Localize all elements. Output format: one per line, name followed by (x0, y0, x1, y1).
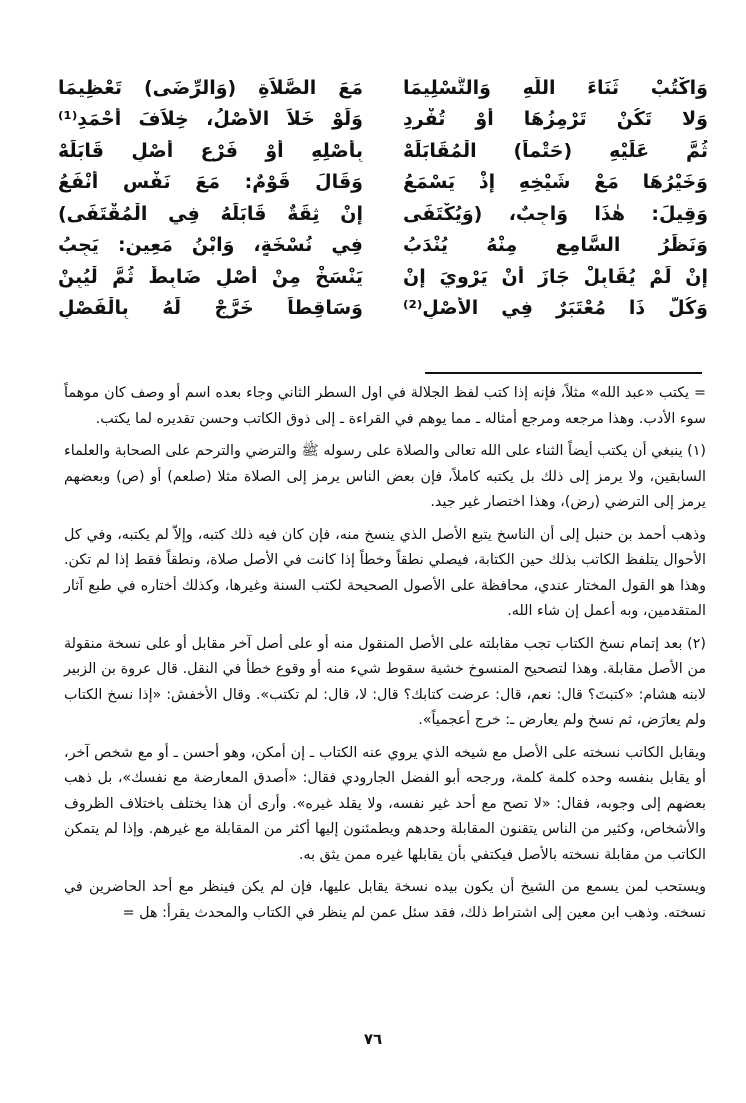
verse-first-hemistich: وَخَيْرُهَا مَعْ شَيْخِهِ إِذْ يَسْمَعُ (403, 171, 708, 194)
footnote-1: (١) ينبغي أن يكتب أيضاً الثناء على الله تعالى والصلاة على رسوله ﷺ والترضي والترحم على الصحابة والعلماء السابقين، ولا يرمز إلى ذلك بل يكتبه كاملاً، فإن بعض الناس يرمز إلى الصلاة مثلا (صلعم) أو (ص) وبعضهم يرمز إلى الترضي (رض)، وهذا اختصار غير جيد. (64, 443, 706, 510)
footnote-divider (425, 372, 702, 374)
verse-second-hemistich: فِي نُسْخَةٍ، وَابْنُ مَعِينٍ: يَجِبُ (58, 234, 363, 257)
footnote-continuation: = يكتب «عبد الله» مثلاً، فإنه إذا كتب لفظ الجلالة في اول السطر الثاني وجاء بعده اسم أو وصف كان موهماً سوء الأدب. وهذا مرجعه ومرجع أمثاله ـ مما يوهم في القراءة ـ إلى ذوق الكاتب وحسن تقديره لما يكتب. (64, 385, 706, 427)
verse-second-hemistich: وَلَوْ خَلاَ الأَصْلُ، خِلاَفَ أَحْمَدِ⁽¹⁾ (58, 108, 363, 131)
verse-first-hemistich: وَقِيلَ: هٰذَا وَاجِبٌ، (وَيُكْتَفَى (403, 202, 708, 225)
verse (58, 72, 708, 104)
verse (58, 135, 708, 167)
page-number: ٧٦ (363, 1030, 383, 1048)
verse-first-hemistich: ثُمَّ عَلَيْهِ (حَتْماً) الْمُقَابَلَهْ (403, 139, 708, 162)
verse (58, 198, 708, 230)
verse-second-hemistich: بِأَصْلِهِ أَوْ فَرْعِ أَصْلٍ قَابَلَهْ (58, 139, 363, 162)
verse (58, 261, 708, 293)
verse (58, 104, 708, 136)
verse-second-hemistich: إِنْ ثِقَةٌ قَابَلَهُ فِي الْمُقْتَفَى) (58, 202, 363, 225)
footnote-paragraph: ويستحب لمن يسمع من الشيخ أن يكون بيده نسخة يقابل عليها، فإن لم يكن فينظر مع أحد الحاضرين في نسخته. وذهب ابن معين إلى اشتراط ذلك، فقد سئل عمن لم ينظر في الكتاب والمحدث يقرأ: هل = (64, 879, 706, 921)
verse-first-hemistich: إِنْ لَمْ يُقَابِلْ جَازَ أَنْ يَرْوِيَ إِنْ (403, 265, 708, 288)
footnotes (64, 381, 706, 933)
footnote-paragraph: وذهب أحمد بن حنبل إلى أن الناسخ يتبع الأصل الذي ينسخ منه، فإن كان فيه ذلك كتبه، وإلاّ لم يكتبه، وفي كل الأحوال يتلفظ الكاتب بذلك حين الكتابة، فيصلي نطقاً وخطاً إذا كانت في الأصل صلاة، ونطقاً فقط إذا لم تكن. وهذا هو القول المختار عندي، محافظة على الأصول الصحيحة لكتب السنة وغيرها، وكذلك أختاره في طبع آثار المتقدمين، وبه أعمل إن شاء الله. (64, 526, 706, 619)
verse-first-hemistich: وَلا تَكُنْ تَرْمِزُهَا أَوْ تُفْرِدِ (403, 108, 708, 131)
verse-second-hemistich: وَسَاقِطاً خَرَّجْ لَهُ بِالْفَصْلِ (58, 297, 363, 320)
verse-second-hemistich: يَنْسَخْ مِنْ أَصْلٍ ضَابِطٌ ثُمَّ لْيُبِنْ (58, 265, 363, 288)
verse (58, 230, 708, 262)
footnote-paragraph: ويقابل الكاتب نسخته على الأصل مع شيخه الذي يروي عنه الكتاب ـ إن أمكن، وهو أحسن ـ أو مع شخص آخر، أو يقابل بنفسه وحده كلمة كلمة، ورجحه أبو الفضل الجارودي فقال: «أصدق المعارضة مع نفسك»، بل ذهب بعضهم إلى وجوبه، فقال: «لا تصح مع أحد غير نفسه، ولا يقلد غيره». وأرى أن هذا يختلف باختلاف الظروف والأشخاص، وكثير من الناس يتقنون المقابلة وحدهم ويطمئنون إليها أكثر من المقابلة مع غيرهم. وإذا لم يتمكن الكاتب من مقابلة نسخته بالأصل فيكتفي بأن يقابلها غيره ممن يثق به. (64, 744, 706, 863)
verse (58, 293, 708, 325)
verse-second-hemistich: مَعَ الصَّلاَةِ (وَالرِّضَى) تَعْظِيمَا (58, 76, 363, 99)
footnote-2: (٢) بعد إتمام نسخ الكتاب تجب مقابلته على الأصل المنقول منه أو على أصل آخر مقابل أو على نسخة منقولة من الأصل مقابلة. وهذا لتصحيح المنسوخ خشية سقوط شيء منه أو وقوع خطأ في النقل. قال عروة بن الزبير لابنه هشام: «كتبتَ؟ قال: نعم، قال: عرضت كتابك؟ قال: لا، قال: لم تكتب». وقال الأخفش: «إذا نسخ الكتاب ولم يعارَض، ثم نسخ ولم يعارض ـ: خرج أعجمياً». (64, 635, 706, 728)
verse-first-hemistich: وَكُلُّ ذَا مُعْتَبَرٌ فِي الأَصْلِ⁽²⁾ (403, 297, 708, 320)
poem-verses (58, 72, 708, 324)
verse-first-hemistich: وَاكْتُبْ ثَنَاءَ اللَّهِ وَالتَّسْلِيمَا (403, 76, 708, 99)
verse-first-hemistich: وَنَظَرُ السَّامِعِ مِنْهُ يُنْدَبُ (403, 234, 708, 257)
verse (58, 167, 708, 199)
verse-second-hemistich: وَقَالَ قَوْمٌ: مَعَ نَفْسٍ أَنْفَعُ (58, 171, 363, 194)
